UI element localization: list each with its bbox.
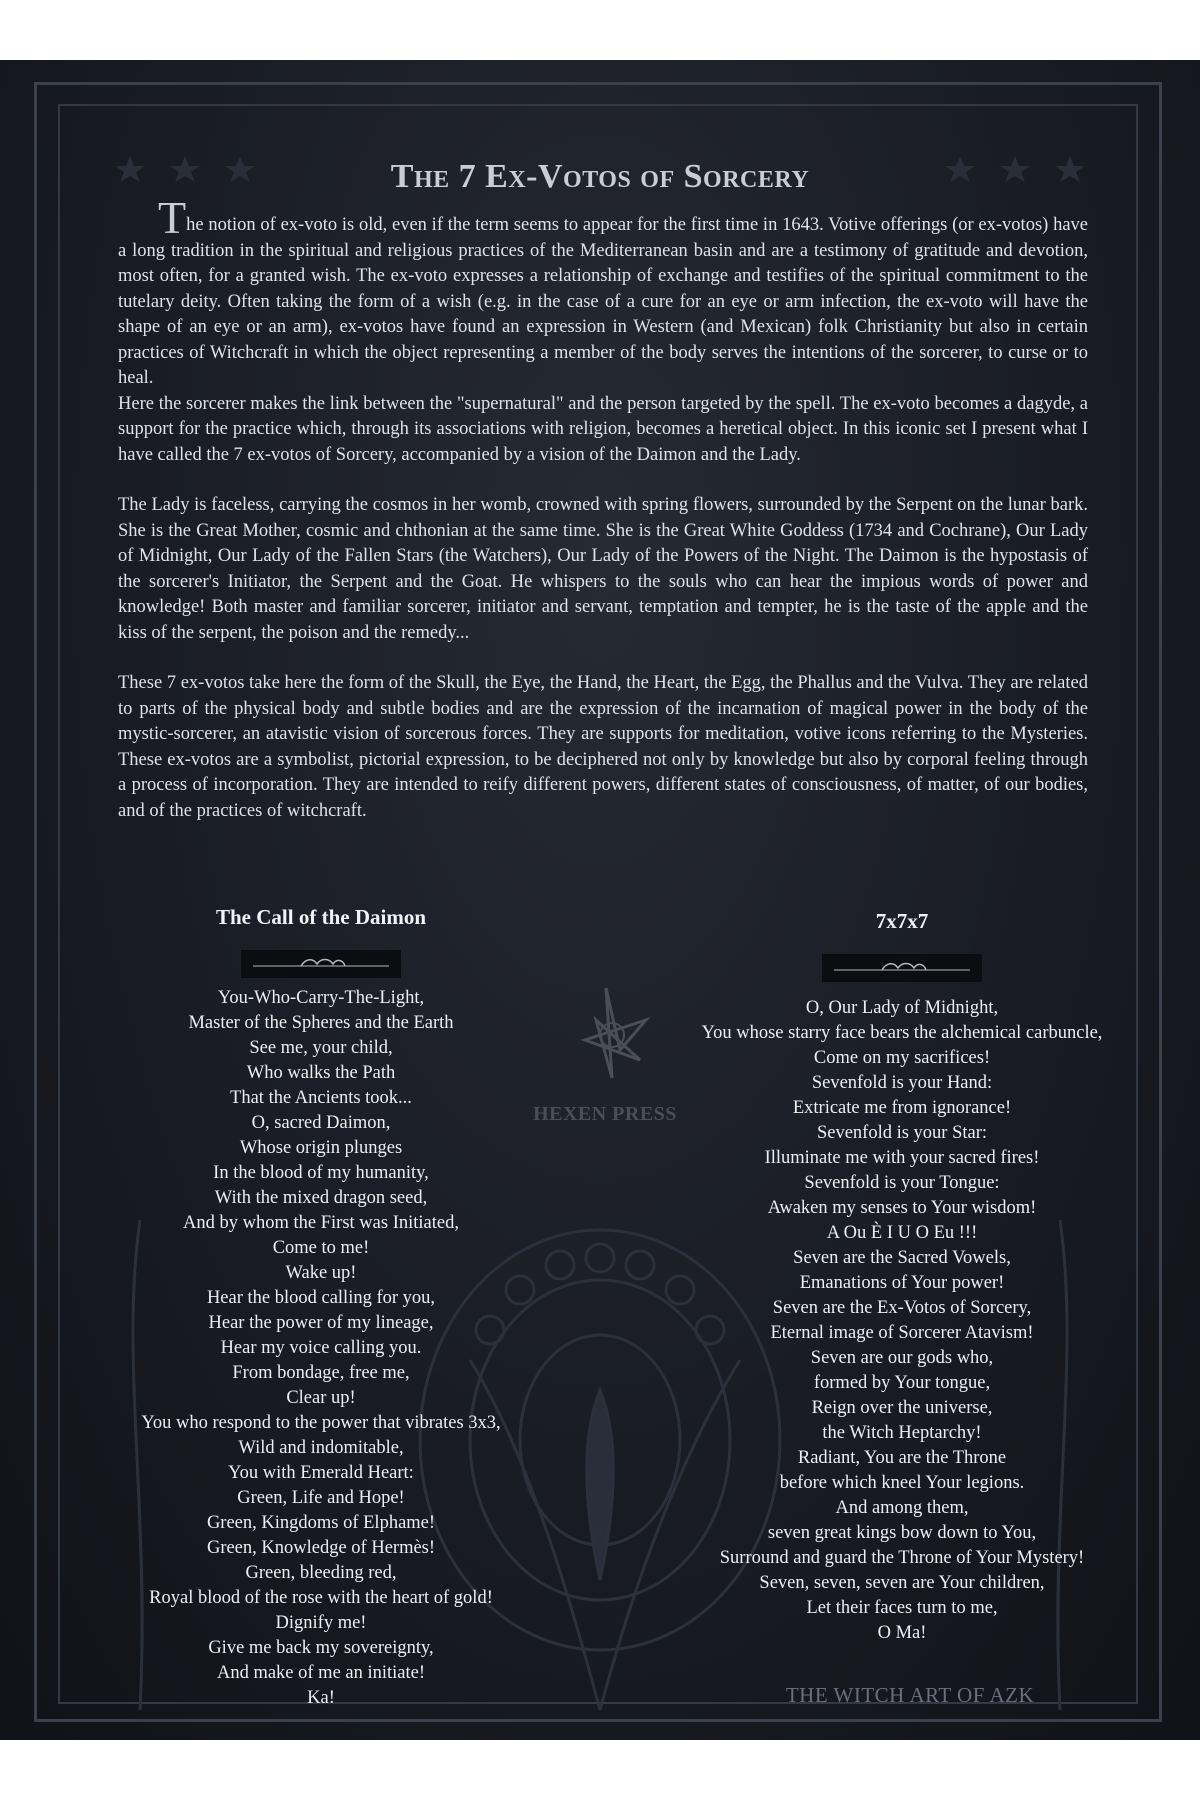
poem-line: Royal blood of the rose with the heart of gold! (149, 1588, 493, 1608)
poem-line: the Witch Heptarchy! (822, 1423, 982, 1443)
poem-line: Who walks the Path (246, 1063, 396, 1083)
drop-cap: T (158, 192, 187, 243)
poem-left-lines (112, 986, 530, 1711)
poem-line: In the blood of my humanity, (213, 1163, 429, 1183)
poem-line: Awaken my senses to Your wisdom! (767, 1198, 1037, 1218)
poem-line: Seven are the Sacred Vowels, (793, 1248, 1011, 1268)
intro-paragraph-4: These 7 ex-votos take here the form of the Skull, the Eye, the Hand, the Heart, the Egg, the Phallus and the Vulva. They are related to parts of the physical body and subtle bodies and are the expression of the incarnation of magical power in the body of the mystic-sorcerer, an atavistic vision of sorcerous forces. They are supports for meditation, votive icons referring to the Mysteries. These ex-votos are a symbolist, pictorial expression, to be deciphered not only by knowledge but also by corporal feeling through a process of incorporation. They are intended to reify different powers, different states of consciousness, of matter, of our bodies, and of the practices of witchcraft. (118, 673, 1088, 821)
poem-line: Wild and indomitable, (238, 1438, 404, 1458)
poem-line: Sevenfold is your Tongue: (804, 1173, 1000, 1193)
poem-line: You who respond to the power that vibrates 3x3, (141, 1413, 501, 1433)
poem-line: From bondage, free me, (232, 1363, 410, 1383)
poem-line: Extricate me from ignorance! (792, 1098, 1012, 1118)
poem-line: Master of the Spheres and the Earth (188, 1013, 454, 1033)
poem-line: Come on my sacrifices! (813, 1048, 991, 1068)
poem-line: Whose origin plunges (239, 1138, 403, 1158)
poem-line: O Ma! (877, 1623, 927, 1643)
intro-paragraph-1-text: he notion of ex-voto is old, even if the term seems to appear for the first time in 1643. Votive offerings (or ex-votos) have a long tradition in the spiritual and religious practices of the Mediterranean basin and are a testimony of gratitude and devotion, most often, for a granted wish. The ex-voto expresses a relationship of exchange and testifies of the spiritual commitment to the tutelary deity. Often taking the form of a wish (e.g. in the case of a cure for an eye or arm infection, the ex-voto will have the shape of an eye or an arm), ex-votos have found an expression in Western (and Mexican) folk Christianity but also in certain practices of Witchcraft in which the object representing a member of the body serves the intentions of the sorcerer, to curse or to heal. (118, 215, 1088, 388)
poem-line: Eternal image of Sorcerer Atavism! (770, 1323, 1034, 1343)
poem-line: Radiant, You are the Throne (797, 1448, 1007, 1468)
poem-line: Surround and guard the Throne of Your Mystery! (719, 1548, 1085, 1568)
poem-line: Dignify me! (275, 1613, 367, 1633)
poem-line: formed by Your tongue, (813, 1373, 991, 1393)
poem-right-title: 7x7x7 (875, 909, 929, 933)
intro-paragraph-2: Here the sorcerer makes the link between the "supernatural" and the person targeted by the spell. The ex-voto becomes a dagyde, a support for the practice which, through its associations with religion, becomes a heretical object. In this iconic set I present what I have called the 7 ex-votos of Sorcery, accompanied by a vision of the Daimon and the Lady. (118, 393, 1088, 465)
heptagram-icon (585, 988, 646, 1078)
poem-line: A Ou È I U O Eu !!! (826, 1223, 978, 1243)
intro-text (118, 192, 1088, 849)
flourish-icon (822, 954, 982, 982)
poem-line: You-Who-Carry-The-Light, (217, 988, 425, 1008)
poem-line: You with Emerald Heart: (228, 1463, 414, 1483)
poem-line: Green, Kingdoms of Elphame! (206, 1513, 436, 1533)
poem-line: before which kneel Your legions. (779, 1473, 1025, 1493)
poem-line: See me, your child, (249, 1038, 393, 1058)
poem-line: Hear my voice calling you. (220, 1338, 422, 1358)
poem-line: Seven are our gods who, (810, 1348, 994, 1368)
poem-line: That the Ancients took... (230, 1088, 412, 1108)
poem-line: Let their faces turn to me, (806, 1598, 998, 1618)
poem-line: Sevenfold is your Star: (816, 1123, 988, 1143)
poem-line: Wake up! (285, 1263, 357, 1283)
poem-line: And among them, (835, 1498, 969, 1518)
poem-line: Ka! (307, 1688, 335, 1708)
intro-paragraph-3: The Lady is faceless, carrying the cosmos in her womb, crowned with spring flowers, surrounded by the Serpent on the lunar bark. She is the Great Mother, cosmic and chthonian at the same time. She is the Great White Goddess (1734 and Cochrane), Our Lady of Midnight, Our Lady of the Fallen Stars (the Watchers), Our Lady of the Powers of the Night. The Daimon is the hypostasis of the sorcerer's Initiator, the Serpent and the Goat. He whispers to the souls who can hear the impious words of power and knowledge! Both master and familiar sorcerer, initiator and servant, temptation and tempter, he is the taste of the apple and the kiss of the serpent, the poison and the remedy... (118, 495, 1088, 643)
poem-right-lines (672, 996, 1132, 1646)
poem-line: Green, bleeding red, (245, 1563, 397, 1583)
poem-line: And make of me an initiate! (216, 1663, 426, 1683)
poem-line: O, Our Lady of Midnight, (805, 998, 999, 1018)
poem-line: Hear the power of my lineage, (208, 1313, 434, 1333)
page-title: The 7 Ex-Votos of Sorcery (390, 158, 810, 195)
poem-line: With the mixed dragon seed, (214, 1188, 428, 1208)
poem-left-title: The Call of the Daimon (216, 905, 426, 929)
poem-line: Give me back my sovereignty, (208, 1638, 434, 1658)
intro-paragraph-1 (118, 192, 1088, 392)
poem-line: Sevenfold is your Hand: (811, 1073, 993, 1093)
poem-call-of-the-daimon (112, 905, 530, 1710)
poem-line: Emanations of Your power! (799, 1273, 1005, 1293)
poem-line: Hear the blood calling for you, (206, 1288, 436, 1308)
witch-art-watermark: THE WITCH ART OF AZK (785, 1683, 1035, 1707)
poem-line: Reign over the universe, (811, 1398, 993, 1418)
poem-7x7x7 (672, 905, 1132, 1710)
poem-line: O, sacred Daimon, (251, 1113, 391, 1133)
poem-line: Green, Knowledge of Hermès! (206, 1538, 436, 1558)
hexen-press-watermark: HEXEN PRESS (533, 1103, 677, 1125)
flourish-icon (241, 950, 401, 978)
poem-line: Clear up! (286, 1388, 356, 1408)
poem-line: Seven, seven, seven are Your children, (759, 1573, 1045, 1593)
poem-line: Come to me! (272, 1238, 370, 1258)
poem-line: And by whom the First was Initiated, (183, 1213, 459, 1233)
poem-line: seven great kings bow down to You, (767, 1523, 1037, 1543)
poem-line: Illuminate me with your sacred fires! (764, 1148, 1040, 1168)
poem-line: You whose starry face bears the alchemical carbuncle, (701, 1023, 1103, 1043)
artwork-page (0, 60, 1200, 1740)
poem-line: Seven are the Ex-Votos of Sorcery, (772, 1298, 1032, 1318)
poem-line: Green, Life and Hope! (237, 1488, 405, 1508)
